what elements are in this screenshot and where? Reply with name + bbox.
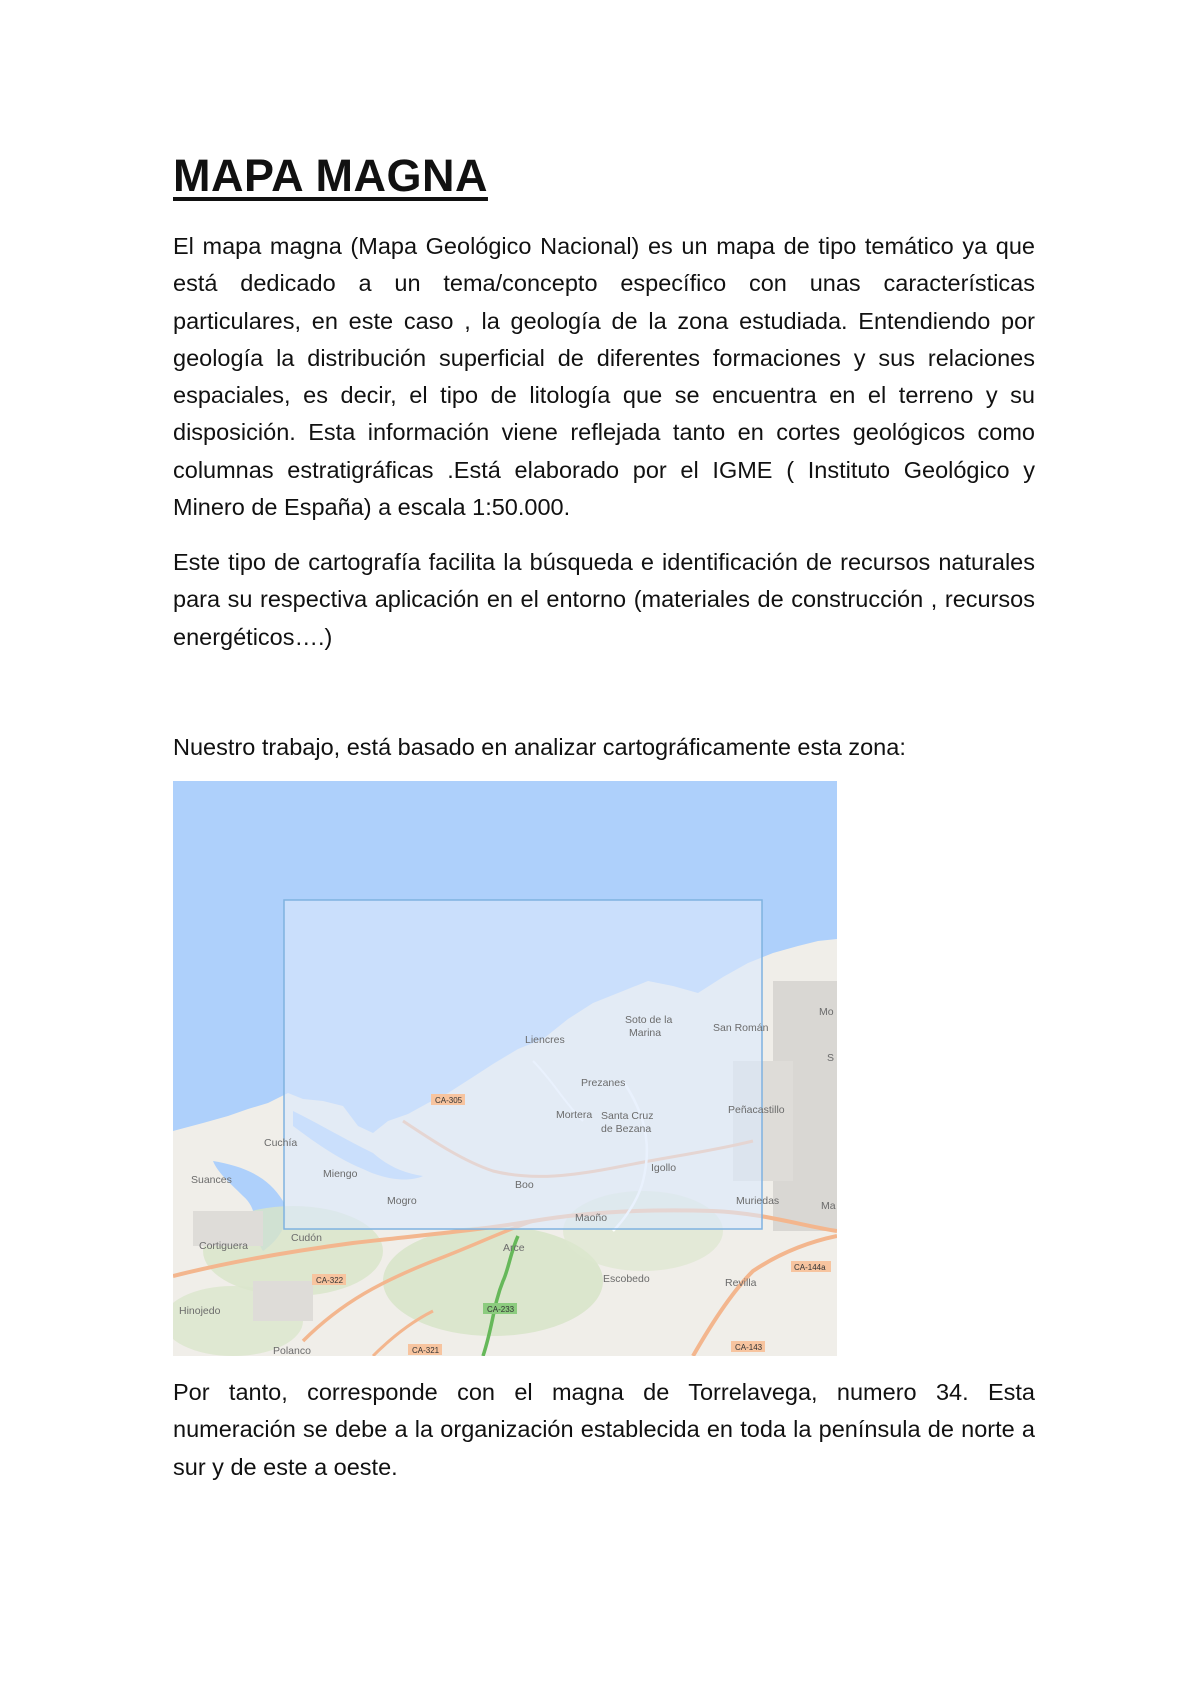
place-label: Maoño <box>575 1212 608 1224</box>
place-label: Liencres <box>525 1034 565 1046</box>
place-label: Mo <box>819 1006 834 1018</box>
page-title: MAPA MAGNA <box>173 150 488 201</box>
place-label: Muriedas <box>736 1195 780 1207</box>
place-label: Santa Cruz <box>601 1110 654 1122</box>
place-label: Mortera <box>556 1109 593 1121</box>
place-label: Escobedo <box>603 1273 650 1285</box>
place-label: Arce <box>503 1242 525 1254</box>
place-label: Peñacastillo <box>728 1104 785 1116</box>
place-label: Polanco <box>273 1345 311 1356</box>
road-badge: CA-305 <box>435 1096 463 1105</box>
place-label: Miengo <box>323 1168 358 1180</box>
place-label: Revilla <box>725 1277 757 1289</box>
place-label: Ma <box>821 1200 836 1212</box>
road-badge: CA-321 <box>412 1346 440 1355</box>
road-badge: CA-233 <box>487 1305 515 1314</box>
place-label: Igollo <box>651 1162 677 1174</box>
place-label: Cuchía <box>264 1137 298 1149</box>
place-label: Marina <box>629 1027 662 1039</box>
place-label: Soto de la <box>625 1014 673 1026</box>
cartography-paragraph: Este tipo de cartografía facilita la búsqueda e identificación de recursos naturales para su respectiva aplicación en el entorno (materiales de construcción , recursos energéticos….) <box>173 549 1035 650</box>
conclusion-paragraph: Por tanto, corresponde con el magna de Torrelavega, numero 34. Esta numeración se debe a la organización establecida en toda la península de norte a sur y de este a oeste. <box>173 1379 1035 1480</box>
intro-paragraph: El mapa magna (Mapa Geológico Nacional) es un mapa de tipo temático ya que está dedicado a un tema/concepto específico con unas características particulares, en este caso , la geología de la zona estudiada. Entendiendo por geología la distribución superficial de diferentes formaciones y sus relaciones espaciales, es decir, el tipo de litología que se encuentra en el terreno y su disposición. Esta información viene reflejada tanto en cortes geológicos como columnas estratigráficas .Está elaborado por el IGME ( Instituto Geológico y Minero de España) a escala 1:50.000. <box>173 233 1035 521</box>
place-label: Cudón <box>291 1232 322 1244</box>
place-label: Hinojedo <box>179 1305 221 1317</box>
place-label: San Román <box>713 1022 769 1034</box>
place-label: Boo <box>515 1179 534 1191</box>
place-label: Mogro <box>387 1195 417 1207</box>
place-label: Suances <box>191 1174 232 1186</box>
road-badge: CA-144a <box>794 1263 826 1272</box>
road-badge: CA-322 <box>316 1276 344 1285</box>
study-area-paragraph: Nuestro trabajo, está basado en analizar cartográficamente esta zona: <box>173 734 906 760</box>
place-label: S <box>827 1052 835 1064</box>
place-label: Cortiguera <box>199 1240 249 1252</box>
place-label: de Bezana <box>601 1123 652 1135</box>
place-label: Prezanes <box>581 1077 626 1089</box>
study-area-map <box>173 781 837 1356</box>
road-badge: CA-143 <box>735 1343 763 1352</box>
